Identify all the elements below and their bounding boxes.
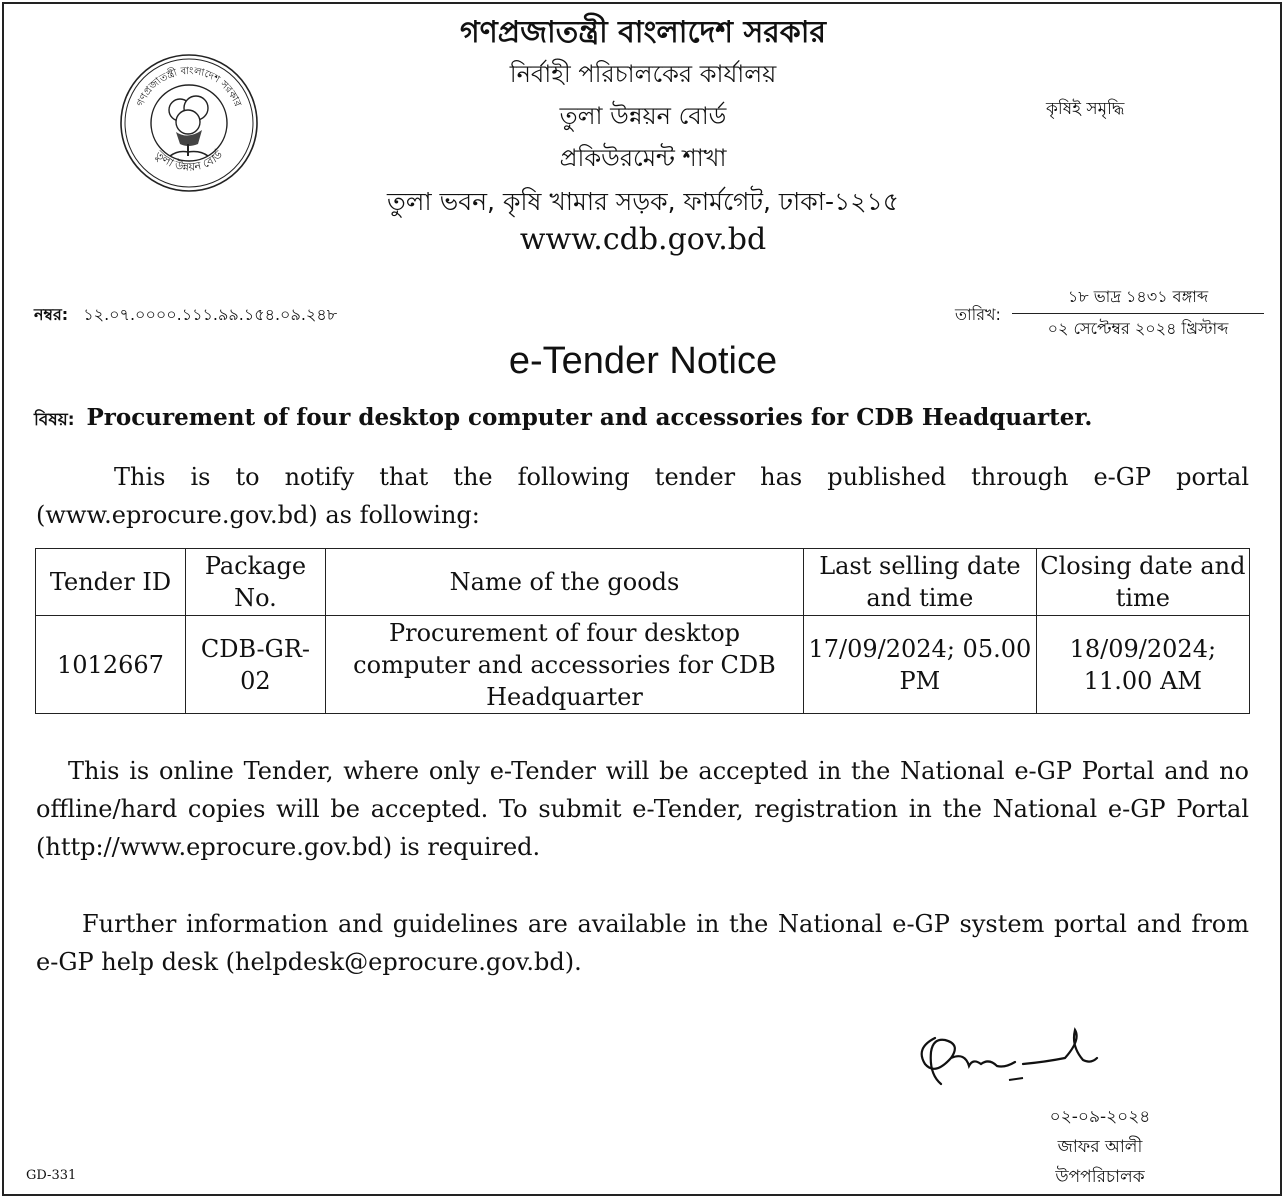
subject-label: বিষয়: — [34, 410, 75, 430]
slogan: কৃষিই সমৃদ্ধি — [1046, 99, 1125, 119]
table-header-row — [36, 549, 1250, 616]
table-row — [36, 616, 1250, 714]
office-address: তুলা ভবন, কৃষি খামার সড়ক, ফার্মগেট, ঢাকা-১২১৫ — [387, 187, 899, 216]
intro-paragraph: This is to notify that the following tender has published through e-GP portal (www.eprocure.gov.bd) as following: — [36, 463, 1249, 529]
signatory-designation: উপপরিচালক — [1055, 1167, 1145, 1187]
office-title: নির্বাহী পরিচালকের কার্যালয় — [509, 60, 777, 88]
header-last-selling: Last selling date and time — [804, 549, 1037, 616]
svg-text:তুলা উন্নয়ন বোর্ড: তুলা উন্নয়ন বোর্ড — [152, 148, 226, 174]
board-title: তুলা উন্নয়ন বোর্ড — [559, 102, 727, 130]
header-tender-id: Tender ID — [36, 549, 186, 616]
tender-table — [35, 548, 1250, 714]
handwritten-signature — [905, 1018, 1105, 1098]
date-block — [1012, 284, 1264, 343]
subject-text: Procurement of four desktop computer and accessories for CDB Headquarter. — [86, 404, 1093, 431]
cell-package-no: CDB-GR-02 — [185, 616, 325, 714]
header-goods-name: Name of the goods — [325, 549, 803, 616]
further-info-paragraph: Further information and guidelines are available in the National e-GP system portal and from e-GP help desk (helpdesk@eprocure.gov.bd). — [36, 910, 1249, 976]
signatory-name: জাফর আলী — [1057, 1137, 1143, 1157]
cell-tender-id: 1012667 — [36, 616, 186, 714]
header-package-no: Package No. — [185, 549, 325, 616]
date-label: তারিখ: — [955, 305, 1001, 324]
section-title: প্রকিউরমেন্ট শাখা — [559, 144, 727, 172]
date-bangla: ১৮ ভাদ্র ১৪৩১ বঙ্গাব্দ — [1012, 284, 1264, 314]
memo-label: নম্বর: — [34, 305, 69, 324]
signature-date: ০২-০৯-২০২৪ — [1049, 1107, 1151, 1127]
gd-code: GD-331 — [26, 1168, 77, 1183]
date-english: ০২ সেপ্টেম্বর ২০২৪ খ্রিস্টাব্দ — [1047, 319, 1229, 338]
cell-closing: 18/09/2024; 11.00 AM — [1036, 616, 1249, 714]
website-url[interactable]: www.cdb.gov.bd — [519, 222, 767, 257]
memo-number-line — [34, 302, 337, 329]
notice-title: e-Tender Notice — [508, 340, 778, 382]
memo-number: ১২.০৭.০০০০.১১১.৯৯.১৫৪.০৯.২৪৮ — [83, 305, 338, 324]
govt-title: গণপ্রজাতন্ত্রী বাংলাদেশ সরকার — [460, 15, 826, 50]
header-closing: Closing date and time — [1036, 549, 1249, 616]
svg-text:গণপ্রজাতন্ত্রী বাংলাদেশ সরকার: গণপ্রজাতন্ত্রী বাংলাদেশ সরকার — [135, 65, 243, 109]
subject-line — [34, 404, 1092, 435]
cell-last-selling: 17/09/2024; 05.00 PM — [804, 616, 1037, 714]
cell-goods-name: Procurement of four desktop computer and accessories for CDB Headquarter — [325, 616, 803, 714]
online-tender-paragraph: This is online Tender, where only e-Tender will be accepted in the National e-GP Portal and no offline/hard copies will be accepted. To submit e-Tender, registration in the National e-GP Portal (http://www.eprocure.gov.bd) is required. — [36, 757, 1249, 861]
